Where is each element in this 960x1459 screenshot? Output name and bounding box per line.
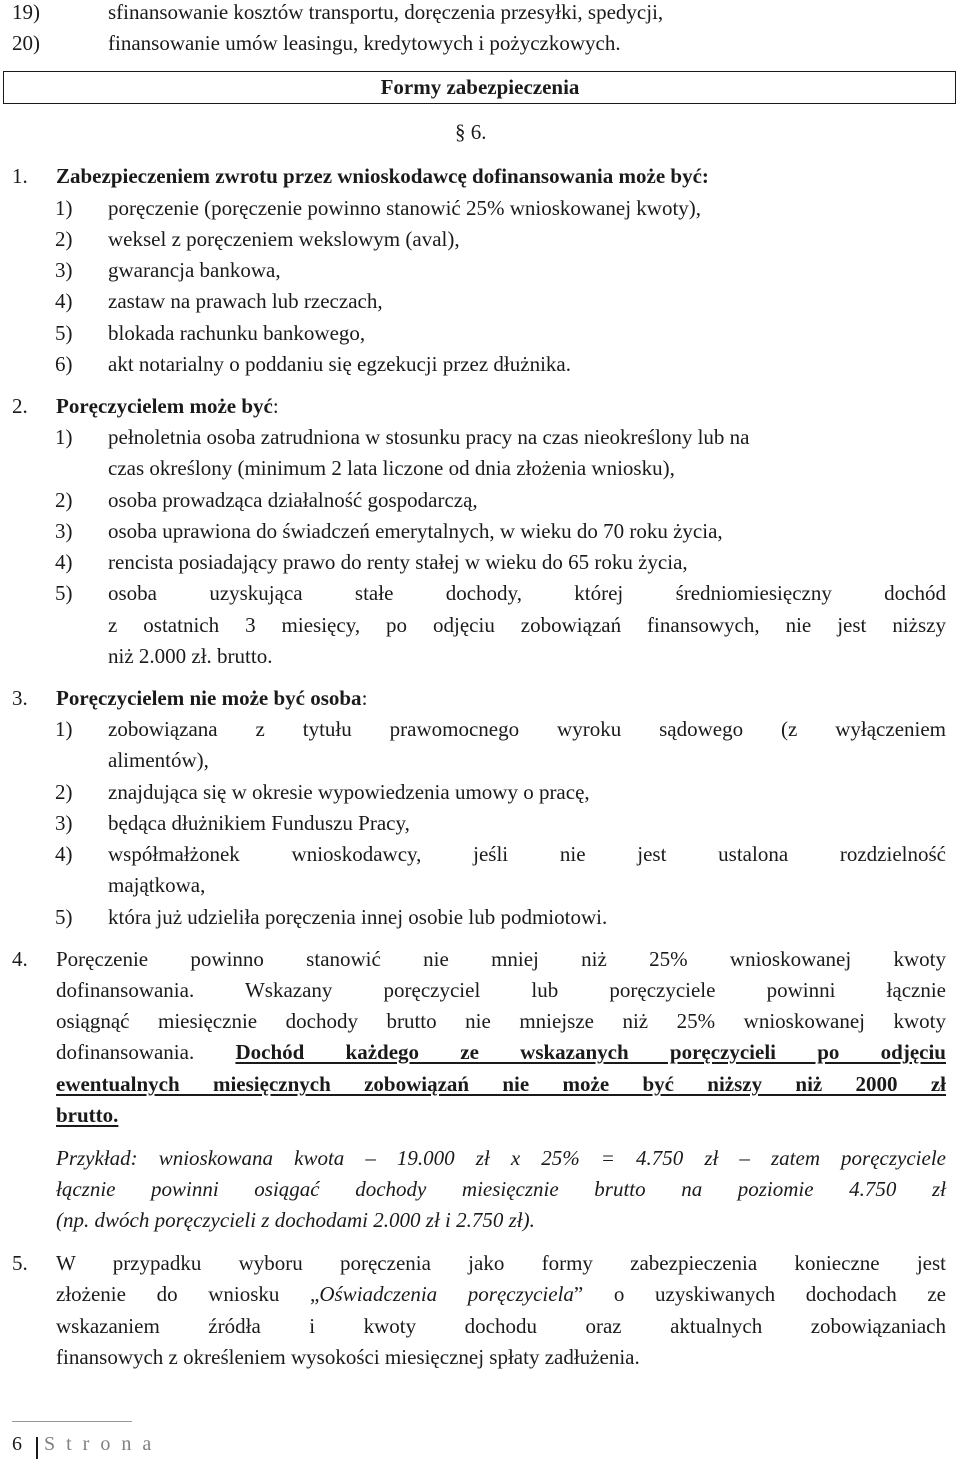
list-number: 5) xyxy=(55,581,73,605)
list-item-text: czas określony (minimum 2 lata liczone od dnia złożenia wniosku), xyxy=(108,456,675,480)
footer-separator xyxy=(36,1437,38,1459)
paragraph-heading-wrap xyxy=(56,391,279,422)
paragraph-heading: Poręczycielem może być xyxy=(56,394,273,418)
page-number: 6 xyxy=(12,1433,22,1455)
heading-colon: : xyxy=(361,686,368,710)
page-label: S t r o n a xyxy=(44,1433,155,1455)
list-number: 3) xyxy=(55,811,73,835)
list-item-text: znajdująca się w okresie wypowiedzenia umowy o pracę, xyxy=(108,780,590,804)
paragraph-text: Poręczenie powinno stanowić nie mniej niż 25% wnioskowanej kwoty xyxy=(56,947,946,971)
list-number: 5) xyxy=(55,321,73,345)
list-number: 6) xyxy=(55,352,73,376)
heading-colon: : xyxy=(272,394,279,418)
list-item-text: z ostatnich 3 miesięcy, po odjęciu zobowiązań finansowych, nie jest niższy xyxy=(108,613,946,637)
list-item-text: weksel z poręczeniem wekslowym (aval), xyxy=(108,227,460,251)
paragraph-text: osiągnąć miesięcznie dochody brutto nie mniejsze niż 25% wnioskowanej kwoty xyxy=(56,1009,946,1033)
list-number: 4) xyxy=(55,550,73,574)
paragraph-text-mixed xyxy=(56,1037,946,1068)
document-name: Oświadczenia poręczyciela xyxy=(319,1282,574,1306)
list-item-text: sfinansowanie kosztów transportu, doręczenia przesyłki, spedycji, xyxy=(108,0,664,24)
paragraph-text: finansowych z określeniem wysokości miesięcznej spłaty zadłużenia. xyxy=(56,1345,640,1369)
paragraph-text: ” o uzyskiwanych dochodach ze xyxy=(573,1282,946,1306)
list-item-text: zastaw na prawach lub rzeczach, xyxy=(108,289,383,313)
paragraph-number: 5. xyxy=(12,1251,28,1275)
list-item-text: osoba uzyskująca stałe dochody, której średniomiesięczny dochód xyxy=(108,581,946,605)
list-number: 2) xyxy=(55,488,73,512)
list-item-text: niż 2.000 zł. brutto. xyxy=(108,644,273,668)
list-item-text: pełnoletnia osoba zatrudniona w stosunku pracy na czas nieokreślony lub na xyxy=(108,425,750,449)
list-item-text: współmałżonek wnioskodawcy, jeśli nie jest ustalona rozdzielność xyxy=(108,842,946,866)
paragraph-number: 2. xyxy=(12,394,28,418)
list-number: 2) xyxy=(55,227,73,251)
list-item-text: finansowanie umów leasingu, kredytowych i pożyczkowych. xyxy=(108,31,621,55)
list-item-text: blokada rachunku bankowego, xyxy=(108,321,366,345)
paragraph-heading-wrap xyxy=(56,683,367,714)
list-item-text: alimentów), xyxy=(108,748,209,772)
paragraph-text: dofinansowania. Wskazany poręczyciel lub poręczyciele powinni łącznie xyxy=(56,978,946,1002)
list-number: 4) xyxy=(55,842,73,866)
paragraph-text: W przypadku wyboru poręczenia jako formy zabezpieczenia konieczne jest xyxy=(56,1251,946,1275)
list-number: 3) xyxy=(55,258,73,282)
section-title: Formy zabezpieczenia xyxy=(380,75,580,99)
list-item-text: majątkowa, xyxy=(108,873,206,897)
list-item-text: rencista posiadający prawo do renty stałej w wieku do 65 roku życia, xyxy=(108,550,688,574)
list-number: 5) xyxy=(55,905,73,929)
list-item-text: osoba prowadząca działalność gospodarczą, xyxy=(108,488,478,512)
list-number: 19) xyxy=(12,0,40,24)
paragraph-text: złożenie do wniosku „ xyxy=(56,1282,320,1306)
list-item-text: gwarancja bankowa, xyxy=(108,258,281,282)
paragraph-text: wskazaniem źródła i kwoty dochodu oraz aktualnych zobowiązaniach xyxy=(56,1314,946,1338)
footer-divider xyxy=(12,1421,132,1422)
example-text: łącznie powinni osiągać dochody miesięcznie brutto na poziomie 4.750 zł xyxy=(56,1177,946,1201)
paragraph-number: 3. xyxy=(12,686,28,710)
paragraph-text: dofinansowania. xyxy=(56,1040,236,1064)
list-item-text: zobowiązana z tytułu prawomocnego wyroku sądowego (z wyłączeniem xyxy=(108,717,946,741)
list-number: 1) xyxy=(55,717,73,741)
list-item-text: która już udzieliła poręczenia innej osobie lub podmiotowi. xyxy=(108,905,608,929)
list-item-text: będąca dłużnikiem Funduszu Pracy, xyxy=(108,811,410,835)
paragraph-number: 1. xyxy=(12,164,28,188)
paragraph-number: 4. xyxy=(12,947,28,971)
list-number: 3) xyxy=(55,519,73,543)
list-number: 1) xyxy=(55,196,73,220)
list-number: 2) xyxy=(55,780,73,804)
list-number: 4) xyxy=(55,289,73,313)
paragraph-text-mixed xyxy=(56,1279,946,1310)
list-item-text: osoba uprawiona do świadczeń emerytalnych, w wieku do 70 roku życia, xyxy=(108,519,723,543)
section-number: § 6. xyxy=(455,120,487,144)
paragraph-heading: Zabezpieczeniem zwrotu przez wnioskodawcę dofinansowania może być: xyxy=(56,164,709,188)
example-text: Przykład: wnioskowana kwota – 19.000 zł x 25% = 4.750 zł – zatem poręczyciele xyxy=(56,1146,946,1170)
paragraph-heading: Poręczycielem nie może być osoba xyxy=(56,686,362,710)
example-text: (np. dwóch poręczycieli z dochodami 2.000 zł i 2.750 zł). xyxy=(56,1208,535,1232)
list-number: 1) xyxy=(55,425,73,449)
emphasized-text: brutto. xyxy=(56,1103,119,1127)
emphasized-text: ewentualnych miesięcznych zobowiązań nie może być niższy niż 2000 zł xyxy=(56,1072,946,1096)
list-number: 20) xyxy=(12,31,40,55)
list-item-text: akt notarialny o poddaniu się egzekucji przez dłużnika. xyxy=(108,352,571,376)
list-item-text: poręczenie (poręczenie powinno stanowić 25% wnioskowanej kwoty), xyxy=(108,196,702,220)
emphasized-text: Dochód każdego ze wskazanych poręczycieli po odjęciu xyxy=(235,1040,946,1064)
